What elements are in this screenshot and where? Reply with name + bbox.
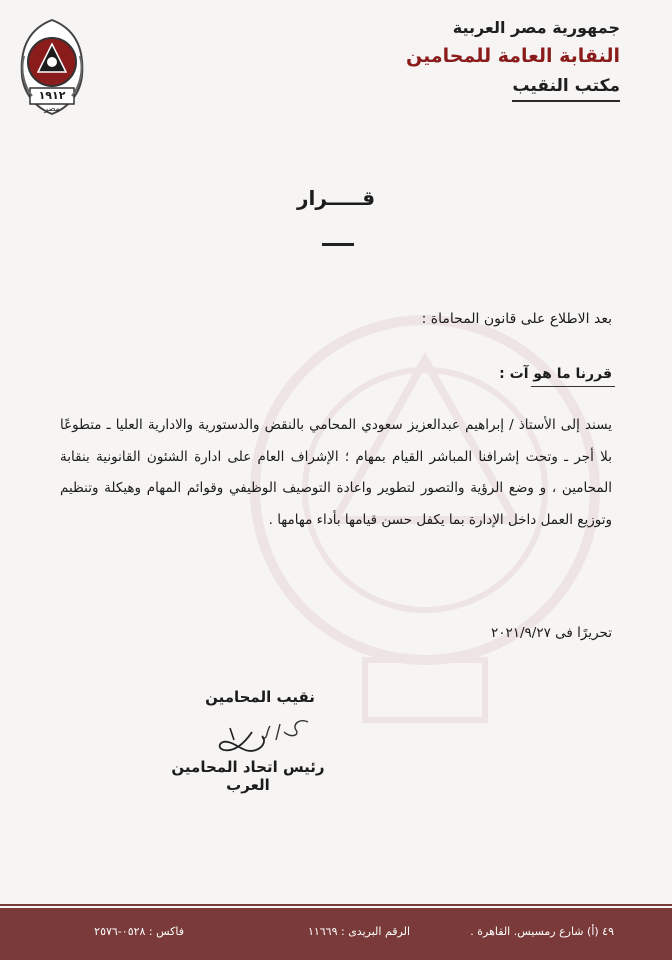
footer-address: ٤٩ (أ) شارع رمسيس. القاهرة .	[470, 925, 614, 938]
logo-country: مصر	[44, 104, 60, 113]
footer-band	[0, 908, 672, 960]
issue-date: تحريرًا فى ٢٠٢١/٩/٢٧	[490, 625, 612, 641]
title-dash	[322, 243, 354, 246]
intro-line: بعد الاطلاع على قانون المحاماة :	[421, 311, 612, 327]
resolved-line: قررنا ما هو آت :	[499, 366, 612, 382]
header-syndicate: النقابة العامة للمحامين	[406, 45, 620, 67]
handwritten-signature-icon	[204, 710, 344, 760]
header-office: مكتب النقيب	[512, 76, 620, 96]
footer-fax: فاكس : ٠٥٢٨-٢٥٧٦	[94, 925, 184, 938]
header-underline	[512, 100, 620, 102]
signatory-subtitle: رئيس اتحاد المحامين العرب	[171, 758, 325, 794]
signatory-title: نقيب المحامين	[205, 688, 315, 706]
footer-rule	[0, 904, 672, 906]
resolved-underline	[531, 386, 615, 387]
document-title: قـــــرار	[296, 186, 376, 210]
decision-body: يسند إلى الأستاذ / إبراهيم عبدالعزيز سعودي المحامي بالنقض والدستورية والادارية العليا ـ متطوعًا بلا أجر ـ وتحت إشرافنا المباشر القيام بمهام ؛ الإشراف العام على ادارة الشئون القانونية بنقابة المحامين ، و وضع الرؤية والتصور لتطوير واعادة التوصيف الوظيفي وقوائم المهام وهيكلة وتنظيم وتوزيع العمل داخل الإدارة بما يكفل حسن قيامها بأداء مهامها .	[60, 417, 612, 528]
header-country: جمهورية مصر العربية	[452, 18, 620, 37]
logo-year: ١٩١٢	[38, 89, 66, 102]
footer-po-box: الرقم البريدى : ١١٦٦٩	[307, 925, 410, 938]
